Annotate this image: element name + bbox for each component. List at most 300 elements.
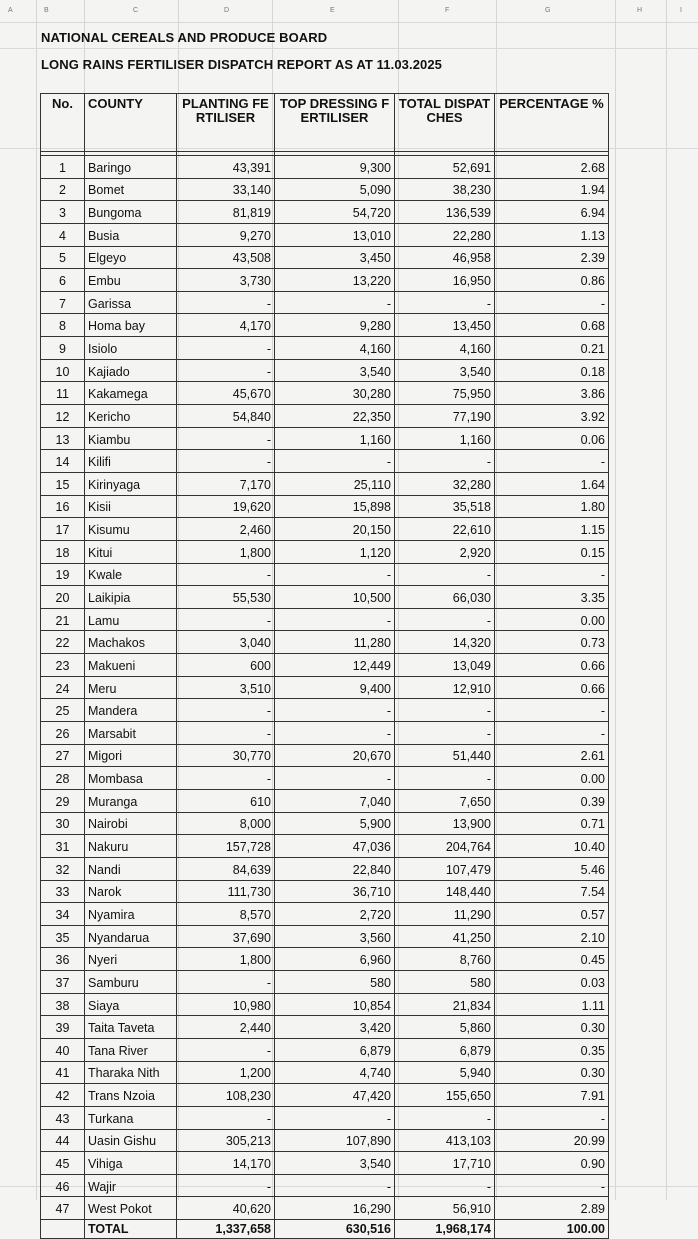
- planting-fertiliser-cell[interactable]: 305,213: [177, 1129, 275, 1152]
- total-dispatches[interactable]: 1,968,174: [395, 1220, 495, 1239]
- percentage-cell[interactable]: -: [495, 699, 609, 722]
- percentage-cell[interactable]: 7.91: [495, 1084, 609, 1107]
- planting-fertiliser-cell[interactable]: 14,170: [177, 1152, 275, 1175]
- county-name[interactable]: Vihiga: [85, 1152, 177, 1175]
- total-dispatches-cell[interactable]: 41,250: [395, 925, 495, 948]
- county-name[interactable]: Laikipia: [85, 586, 177, 609]
- total-dispatches-cell[interactable]: 1,160: [395, 427, 495, 450]
- percentage-cell[interactable]: 1.80: [495, 495, 609, 518]
- top-dressing-cell[interactable]: 6,879: [275, 1038, 395, 1061]
- percentage-cell[interactable]: 0.15: [495, 540, 609, 563]
- column-letter[interactable]: D: [224, 7, 230, 14]
- row-number[interactable]: 12: [41, 405, 85, 428]
- percentage-cell[interactable]: 10.40: [495, 835, 609, 858]
- top-dressing-cell[interactable]: 2,720: [275, 903, 395, 926]
- county-name[interactable]: Turkana: [85, 1106, 177, 1129]
- top-dressing-cell[interactable]: 580: [275, 971, 395, 994]
- top-dressing-cell[interactable]: 22,840: [275, 857, 395, 880]
- row-number[interactable]: 5: [41, 246, 85, 269]
- planting-fertiliser-cell[interactable]: 30,770: [177, 744, 275, 767]
- percentage-cell[interactable]: -: [495, 1174, 609, 1197]
- total-dispatches-cell[interactable]: 21,834: [395, 993, 495, 1016]
- top-dressing-cell[interactable]: 30,280: [275, 382, 395, 405]
- total-dispatches-cell[interactable]: 56,910: [395, 1197, 495, 1220]
- county-name[interactable]: Makueni: [85, 654, 177, 677]
- county-name[interactable]: Mandera: [85, 699, 177, 722]
- planting-fertiliser-cell[interactable]: 81,819: [177, 201, 275, 224]
- planting-fertiliser-cell[interactable]: 19,620: [177, 495, 275, 518]
- top-dressing-cell[interactable]: -: [275, 722, 395, 745]
- county-name[interactable]: Embu: [85, 269, 177, 292]
- top-dressing-cell[interactable]: 3,420: [275, 1016, 395, 1039]
- total-dispatches-cell[interactable]: 14,320: [395, 631, 495, 654]
- planting-fertiliser-cell[interactable]: -: [177, 1174, 275, 1197]
- county-name[interactable]: Marsabit: [85, 722, 177, 745]
- county-name[interactable]: Narok: [85, 880, 177, 903]
- row-number[interactable]: 3: [41, 201, 85, 224]
- total-dispatches-cell[interactable]: 66,030: [395, 586, 495, 609]
- percentage-cell[interactable]: 5.46: [495, 857, 609, 880]
- planting-fertiliser-cell[interactable]: 610: [177, 789, 275, 812]
- percentage-cell[interactable]: 0.03: [495, 971, 609, 994]
- planting-fertiliser-cell[interactable]: 600: [177, 654, 275, 677]
- planting-fertiliser-cell[interactable]: 111,730: [177, 880, 275, 903]
- total-dispatches-cell[interactable]: -: [395, 563, 495, 586]
- planting-fertiliser-cell[interactable]: 43,508: [177, 246, 275, 269]
- county-name[interactable]: Nandi: [85, 857, 177, 880]
- planting-fertiliser-cell[interactable]: 43,391: [177, 156, 275, 179]
- planting-fertiliser-cell[interactable]: 8,570: [177, 903, 275, 926]
- county-name[interactable]: Baringo: [85, 156, 177, 179]
- column-letter[interactable]: I: [680, 7, 682, 14]
- top-dressing-cell[interactable]: 16,290: [275, 1197, 395, 1220]
- total-dispatches-cell[interactable]: 580: [395, 971, 495, 994]
- county-name[interactable]: Kisii: [85, 495, 177, 518]
- county-name[interactable]: Kericho: [85, 405, 177, 428]
- total-dispatches-cell[interactable]: -: [395, 1174, 495, 1197]
- top-dressing-cell[interactable]: -: [275, 563, 395, 586]
- county-name[interactable]: Bungoma: [85, 201, 177, 224]
- row-number[interactable]: 46: [41, 1174, 85, 1197]
- county-name[interactable]: Trans Nzoia: [85, 1084, 177, 1107]
- county-name[interactable]: Lamu: [85, 608, 177, 631]
- total-no-cell[interactable]: [41, 1220, 85, 1239]
- column-letter[interactable]: H: [637, 7, 643, 14]
- row-number[interactable]: 45: [41, 1152, 85, 1175]
- row-number[interactable]: 31: [41, 835, 85, 858]
- county-name[interactable]: Kilifi: [85, 450, 177, 473]
- column-letter[interactable]: A: [8, 7, 13, 14]
- planting-fertiliser-cell[interactable]: -: [177, 1106, 275, 1129]
- percentage-cell[interactable]: 0.30: [495, 1061, 609, 1084]
- percentage-cell[interactable]: 0.39: [495, 789, 609, 812]
- row-number[interactable]: 42: [41, 1084, 85, 1107]
- county-name[interactable]: Nairobi: [85, 812, 177, 835]
- top-dressing-cell[interactable]: 7,040: [275, 789, 395, 812]
- row-number[interactable]: 13: [41, 427, 85, 450]
- total-dispatches-cell[interactable]: -: [395, 450, 495, 473]
- percentage-cell[interactable]: 0.00: [495, 767, 609, 790]
- total-percentage[interactable]: 100.00: [495, 1220, 609, 1239]
- top-dressing-cell[interactable]: 36,710: [275, 880, 395, 903]
- percentage-cell[interactable]: -: [495, 563, 609, 586]
- county-name[interactable]: Uasin Gishu: [85, 1129, 177, 1152]
- county-name[interactable]: Nyamira: [85, 903, 177, 926]
- total-dispatches-cell[interactable]: 38,230: [395, 178, 495, 201]
- row-number[interactable]: 26: [41, 722, 85, 745]
- county-name[interactable]: Kirinyaga: [85, 472, 177, 495]
- county-name[interactable]: Nyandarua: [85, 925, 177, 948]
- row-number[interactable]: 9: [41, 337, 85, 360]
- planting-fertiliser-cell[interactable]: 54,840: [177, 405, 275, 428]
- total-dispatches-cell[interactable]: 22,280: [395, 223, 495, 246]
- row-number[interactable]: 8: [41, 314, 85, 337]
- row-number[interactable]: 25: [41, 699, 85, 722]
- row-number[interactable]: 43: [41, 1106, 85, 1129]
- planting-fertiliser-cell[interactable]: -: [177, 563, 275, 586]
- planting-fertiliser-cell[interactable]: -: [177, 699, 275, 722]
- percentage-cell[interactable]: 2.10: [495, 925, 609, 948]
- top-dressing-cell[interactable]: 12,449: [275, 654, 395, 677]
- planting-fertiliser-cell[interactable]: 3,510: [177, 676, 275, 699]
- percentage-cell[interactable]: 0.86: [495, 269, 609, 292]
- percentage-cell[interactable]: 3.35: [495, 586, 609, 609]
- planting-fertiliser-cell[interactable]: 10,980: [177, 993, 275, 1016]
- header-county[interactable]: COUNTY: [85, 94, 177, 152]
- column-letter[interactable]: E: [330, 7, 335, 14]
- row-number[interactable]: 7: [41, 291, 85, 314]
- row-number[interactable]: 20: [41, 586, 85, 609]
- total-dispatches-cell[interactable]: 5,860: [395, 1016, 495, 1039]
- top-dressing-cell[interactable]: 9,400: [275, 676, 395, 699]
- percentage-cell[interactable]: 0.06: [495, 427, 609, 450]
- county-name[interactable]: Kiambu: [85, 427, 177, 450]
- planting-fertiliser-cell[interactable]: -: [177, 1038, 275, 1061]
- total-dispatches-cell[interactable]: 413,103: [395, 1129, 495, 1152]
- percentage-cell[interactable]: 1.15: [495, 518, 609, 541]
- planting-fertiliser-cell[interactable]: -: [177, 971, 275, 994]
- total-dispatches-cell[interactable]: 16,950: [395, 269, 495, 292]
- top-dressing-cell[interactable]: 22,350: [275, 405, 395, 428]
- county-name[interactable]: Migori: [85, 744, 177, 767]
- planting-fertiliser-cell[interactable]: 9,270: [177, 223, 275, 246]
- top-dressing-cell[interactable]: 20,150: [275, 518, 395, 541]
- percentage-cell[interactable]: 2.68: [495, 156, 609, 179]
- total-dispatches-cell[interactable]: 12,910: [395, 676, 495, 699]
- row-number[interactable]: 32: [41, 857, 85, 880]
- percentage-cell[interactable]: 1.94: [495, 178, 609, 201]
- planting-fertiliser-cell[interactable]: 2,460: [177, 518, 275, 541]
- planting-fertiliser-cell[interactable]: 4,170: [177, 314, 275, 337]
- percentage-cell[interactable]: 0.71: [495, 812, 609, 835]
- row-number[interactable]: 17: [41, 518, 85, 541]
- total-dispatches-cell[interactable]: 77,190: [395, 405, 495, 428]
- total-dispatches-cell[interactable]: 52,691: [395, 156, 495, 179]
- header-no[interactable]: No.: [41, 94, 85, 152]
- top-dressing-cell[interactable]: -: [275, 767, 395, 790]
- row-number[interactable]: 10: [41, 359, 85, 382]
- row-number[interactable]: 23: [41, 654, 85, 677]
- planting-fertiliser-cell[interactable]: 40,620: [177, 1197, 275, 1220]
- row-number[interactable]: 33: [41, 880, 85, 903]
- planting-fertiliser-cell[interactable]: -: [177, 337, 275, 360]
- top-dressing-cell[interactable]: -: [275, 1174, 395, 1197]
- row-number[interactable]: 4: [41, 223, 85, 246]
- row-number[interactable]: 30: [41, 812, 85, 835]
- percentage-cell[interactable]: 3.86: [495, 382, 609, 405]
- top-dressing-cell[interactable]: 5,090: [275, 178, 395, 201]
- percentage-cell[interactable]: 0.68: [495, 314, 609, 337]
- row-number[interactable]: 28: [41, 767, 85, 790]
- top-dressing-cell[interactable]: 4,740: [275, 1061, 395, 1084]
- top-dressing-cell[interactable]: -: [275, 699, 395, 722]
- row-number[interactable]: 40: [41, 1038, 85, 1061]
- top-dressing-cell[interactable]: 9,280: [275, 314, 395, 337]
- total-dispatches-cell[interactable]: 35,518: [395, 495, 495, 518]
- percentage-cell[interactable]: -: [495, 1106, 609, 1129]
- total-dispatches-cell[interactable]: -: [395, 767, 495, 790]
- row-number[interactable]: 39: [41, 1016, 85, 1039]
- row-number[interactable]: 41: [41, 1061, 85, 1084]
- percentage-cell[interactable]: 1.13: [495, 223, 609, 246]
- total-label[interactable]: TOTAL: [85, 1220, 177, 1239]
- total-dispatches-cell[interactable]: 22,610: [395, 518, 495, 541]
- top-dressing-cell[interactable]: 3,450: [275, 246, 395, 269]
- total-dispatches-cell[interactable]: -: [395, 608, 495, 631]
- top-dressing-cell[interactable]: 9,300: [275, 156, 395, 179]
- total-dispatches-cell[interactable]: 51,440: [395, 744, 495, 767]
- total-dispatches-cell[interactable]: 13,900: [395, 812, 495, 835]
- percentage-cell[interactable]: 0.30: [495, 1016, 609, 1039]
- top-dressing-cell[interactable]: -: [275, 608, 395, 631]
- county-name[interactable]: Tana River: [85, 1038, 177, 1061]
- county-name[interactable]: Machakos: [85, 631, 177, 654]
- total-dispatches-cell[interactable]: 204,764: [395, 835, 495, 858]
- top-dressing-cell[interactable]: 3,540: [275, 1152, 395, 1175]
- county-name[interactable]: Siaya: [85, 993, 177, 1016]
- percentage-cell[interactable]: -: [495, 291, 609, 314]
- total-dispatches-cell[interactable]: 155,650: [395, 1084, 495, 1107]
- total-dispatches-cell[interactable]: -: [395, 291, 495, 314]
- county-name[interactable]: Isiolo: [85, 337, 177, 360]
- row-number[interactable]: 19: [41, 563, 85, 586]
- percentage-cell[interactable]: 0.21: [495, 337, 609, 360]
- row-number[interactable]: 47: [41, 1197, 85, 1220]
- column-letter[interactable]: C: [133, 7, 139, 14]
- total-planting[interactable]: 1,337,658: [177, 1220, 275, 1239]
- column-letter[interactable]: G: [545, 7, 551, 14]
- county-name[interactable]: Wajir: [85, 1174, 177, 1197]
- planting-fertiliser-cell[interactable]: 7,170: [177, 472, 275, 495]
- county-name[interactable]: Nakuru: [85, 835, 177, 858]
- planting-fertiliser-cell[interactable]: -: [177, 427, 275, 450]
- row-number[interactable]: 11: [41, 382, 85, 405]
- planting-fertiliser-cell[interactable]: 3,040: [177, 631, 275, 654]
- total-dispatches-cell[interactable]: 2,920: [395, 540, 495, 563]
- percentage-cell[interactable]: 20.99: [495, 1129, 609, 1152]
- top-dressing-cell[interactable]: 54,720: [275, 201, 395, 224]
- header-percentage[interactable]: PERCENTAGE %: [495, 94, 609, 152]
- top-dressing-cell[interactable]: 13,220: [275, 269, 395, 292]
- percentage-cell[interactable]: 2.89: [495, 1197, 609, 1220]
- total-dispatches-cell[interactable]: 8,760: [395, 948, 495, 971]
- total-dispatches-cell[interactable]: 13,450: [395, 314, 495, 337]
- top-dressing-cell[interactable]: 1,160: [275, 427, 395, 450]
- row-number[interactable]: 44: [41, 1129, 85, 1152]
- planting-fertiliser-cell[interactable]: -: [177, 359, 275, 382]
- row-number[interactable]: 27: [41, 744, 85, 767]
- planting-fertiliser-cell[interactable]: 157,728: [177, 835, 275, 858]
- top-dressing-cell[interactable]: 1,120: [275, 540, 395, 563]
- row-number[interactable]: 22: [41, 631, 85, 654]
- top-dressing-cell[interactable]: 25,110: [275, 472, 395, 495]
- total-dispatches-cell[interactable]: -: [395, 1106, 495, 1129]
- percentage-cell[interactable]: 3.92: [495, 405, 609, 428]
- top-dressing-cell[interactable]: 3,560: [275, 925, 395, 948]
- header-top-dressing-fertiliser[interactable]: TOP DRESSING FERTILISER: [275, 94, 395, 152]
- top-dressing-cell[interactable]: 10,854: [275, 993, 395, 1016]
- total-dispatches-cell[interactable]: 3,540: [395, 359, 495, 382]
- top-dressing-cell[interactable]: -: [275, 1106, 395, 1129]
- total-top-dressing[interactable]: 630,516: [275, 1220, 395, 1239]
- total-dispatches-cell[interactable]: 5,940: [395, 1061, 495, 1084]
- planting-fertiliser-cell[interactable]: 1,200: [177, 1061, 275, 1084]
- county-name[interactable]: Muranga: [85, 789, 177, 812]
- top-dressing-cell[interactable]: 20,670: [275, 744, 395, 767]
- percentage-cell[interactable]: -: [495, 450, 609, 473]
- county-name[interactable]: Elgeyo: [85, 246, 177, 269]
- total-dispatches-cell[interactable]: 11,290: [395, 903, 495, 926]
- top-dressing-cell[interactable]: 47,420: [275, 1084, 395, 1107]
- total-dispatches-cell[interactable]: -: [395, 722, 495, 745]
- county-name[interactable]: Bomet: [85, 178, 177, 201]
- percentage-cell[interactable]: 7.54: [495, 880, 609, 903]
- total-dispatches-cell[interactable]: 75,950: [395, 382, 495, 405]
- planting-fertiliser-cell[interactable]: 37,690: [177, 925, 275, 948]
- total-dispatches-cell[interactable]: 148,440: [395, 880, 495, 903]
- percentage-cell[interactable]: 2.61: [495, 744, 609, 767]
- county-name[interactable]: Taita Taveta: [85, 1016, 177, 1039]
- planting-fertiliser-cell[interactable]: -: [177, 450, 275, 473]
- planting-fertiliser-cell[interactable]: 33,140: [177, 178, 275, 201]
- row-number[interactable]: 1: [41, 156, 85, 179]
- county-name[interactable]: Meru: [85, 676, 177, 699]
- percentage-cell[interactable]: 0.00: [495, 608, 609, 631]
- percentage-cell[interactable]: -: [495, 722, 609, 745]
- percentage-cell[interactable]: 0.90: [495, 1152, 609, 1175]
- top-dressing-cell[interactable]: 5,900: [275, 812, 395, 835]
- percentage-cell[interactable]: 0.73: [495, 631, 609, 654]
- row-number[interactable]: 6: [41, 269, 85, 292]
- county-name[interactable]: Garissa: [85, 291, 177, 314]
- county-name[interactable]: Mombasa: [85, 767, 177, 790]
- percentage-cell[interactable]: 1.64: [495, 472, 609, 495]
- planting-fertiliser-cell[interactable]: -: [177, 722, 275, 745]
- percentage-cell[interactable]: 2.39: [495, 246, 609, 269]
- top-dressing-cell[interactable]: 47,036: [275, 835, 395, 858]
- planting-fertiliser-cell[interactable]: 3,730: [177, 269, 275, 292]
- total-dispatches-cell[interactable]: 32,280: [395, 472, 495, 495]
- row-number[interactable]: 29: [41, 789, 85, 812]
- county-name[interactable]: Tharaka Nith: [85, 1061, 177, 1084]
- planting-fertiliser-cell[interactable]: 2,440: [177, 1016, 275, 1039]
- county-name[interactable]: Nyeri: [85, 948, 177, 971]
- planting-fertiliser-cell[interactable]: 1,800: [177, 540, 275, 563]
- percentage-cell[interactable]: 1.11: [495, 993, 609, 1016]
- county-name[interactable]: Kisumu: [85, 518, 177, 541]
- column-letter[interactable]: F: [445, 7, 450, 14]
- percentage-cell[interactable]: 6.94: [495, 201, 609, 224]
- column-letter[interactable]: B: [44, 7, 49, 14]
- top-dressing-cell[interactable]: 3,540: [275, 359, 395, 382]
- row-number[interactable]: 21: [41, 608, 85, 631]
- top-dressing-cell[interactable]: 11,280: [275, 631, 395, 654]
- header-planting-fertiliser[interactable]: PLANTING FERTILISER: [177, 94, 275, 152]
- top-dressing-cell[interactable]: -: [275, 450, 395, 473]
- top-dressing-cell[interactable]: 13,010: [275, 223, 395, 246]
- planting-fertiliser-cell[interactable]: -: [177, 291, 275, 314]
- top-dressing-cell[interactable]: 107,890: [275, 1129, 395, 1152]
- county-name[interactable]: Kakamega: [85, 382, 177, 405]
- total-dispatches-cell[interactable]: 17,710: [395, 1152, 495, 1175]
- planting-fertiliser-cell[interactable]: 45,670: [177, 382, 275, 405]
- planting-fertiliser-cell[interactable]: 84,639: [177, 857, 275, 880]
- top-dressing-cell[interactable]: -: [275, 291, 395, 314]
- county-name[interactable]: Homa bay: [85, 314, 177, 337]
- total-dispatches-cell[interactable]: 13,049: [395, 654, 495, 677]
- row-number[interactable]: 37: [41, 971, 85, 994]
- row-number[interactable]: 2: [41, 178, 85, 201]
- row-number[interactable]: 14: [41, 450, 85, 473]
- row-number[interactable]: 34: [41, 903, 85, 926]
- county-name[interactable]: Samburu: [85, 971, 177, 994]
- top-dressing-cell[interactable]: 4,160: [275, 337, 395, 360]
- county-name[interactable]: Busia: [85, 223, 177, 246]
- total-dispatches-cell[interactable]: 6,879: [395, 1038, 495, 1061]
- percentage-cell[interactable]: 0.45: [495, 948, 609, 971]
- row-number[interactable]: 24: [41, 676, 85, 699]
- total-dispatches-cell[interactable]: 7,650: [395, 789, 495, 812]
- header-total-dispatches[interactable]: TOTAL DISPATCHES: [395, 94, 495, 152]
- total-dispatches-cell[interactable]: 4,160: [395, 337, 495, 360]
- row-number[interactable]: 15: [41, 472, 85, 495]
- planting-fertiliser-cell[interactable]: 55,530: [177, 586, 275, 609]
- percentage-cell[interactable]: 0.66: [495, 654, 609, 677]
- percentage-cell[interactable]: 0.57: [495, 903, 609, 926]
- row-number[interactable]: 36: [41, 948, 85, 971]
- top-dressing-cell[interactable]: 6,960: [275, 948, 395, 971]
- row-number[interactable]: 35: [41, 925, 85, 948]
- total-dispatches-cell[interactable]: 136,539: [395, 201, 495, 224]
- percentage-cell[interactable]: 0.18: [495, 359, 609, 382]
- top-dressing-cell[interactable]: 10,500: [275, 586, 395, 609]
- county-name[interactable]: Kajiado: [85, 359, 177, 382]
- percentage-cell[interactable]: 0.66: [495, 676, 609, 699]
- county-name[interactable]: Kitui: [85, 540, 177, 563]
- planting-fertiliser-cell[interactable]: 8,000: [177, 812, 275, 835]
- percentage-cell[interactable]: 0.35: [495, 1038, 609, 1061]
- planting-fertiliser-cell[interactable]: 1,800: [177, 948, 275, 971]
- planting-fertiliser-cell[interactable]: -: [177, 608, 275, 631]
- total-dispatches-cell[interactable]: -: [395, 699, 495, 722]
- total-dispatches-cell[interactable]: 46,958: [395, 246, 495, 269]
- county-name[interactable]: Kwale: [85, 563, 177, 586]
- top-dressing-cell[interactable]: 15,898: [275, 495, 395, 518]
- row-number[interactable]: 16: [41, 495, 85, 518]
- total-dispatches-cell[interactable]: 107,479: [395, 857, 495, 880]
- county-name[interactable]: West Pokot: [85, 1197, 177, 1220]
- row-number[interactable]: 38: [41, 993, 85, 1016]
